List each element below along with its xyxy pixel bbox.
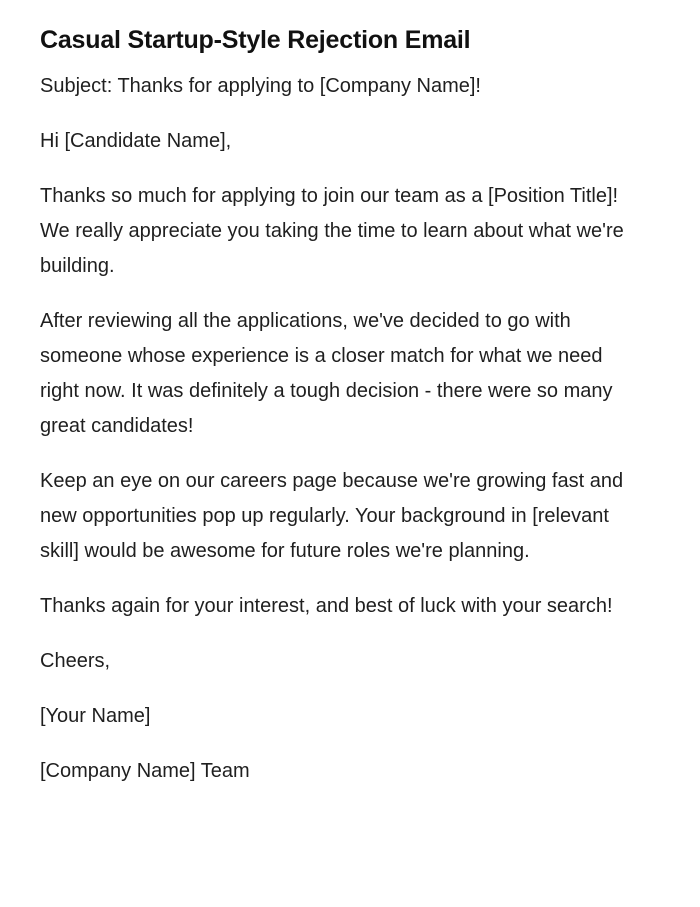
signature-name: [Your Name] (40, 705, 151, 727)
email-subject-line: Subject: Thanks for applying to [Company Name]! (40, 75, 481, 97)
signature-team: [Company Name] Team (40, 760, 250, 782)
body-paragraph-thanks: Thanks so much for applying to join our team as a [Position Title]! We really appreciate you taking the time to learn about what we're building. (40, 185, 624, 277)
document-title: Casual Startup-Style Rejection Email (40, 26, 471, 54)
body-paragraph-decision: After reviewing all the applications, we've decided to go with someone whose experience is a closer match for what we need right now. It was definitely a tough decision - there were so many great candidates! (40, 310, 613, 437)
email-greeting: Hi [Candidate Name], (40, 130, 232, 152)
email-sign-off: Cheers, (40, 650, 111, 672)
body-paragraph-future-roles: Keep an eye on our careers page because we're growing fast and new opportunities pop up regularly. Your background in [relevant skill] would be awesome for future roles we're planning. (40, 470, 624, 562)
body-paragraph-closing-thanks: Thanks again for your interest, and best of luck with your search! (40, 595, 613, 617)
email-template-document (40, 22, 640, 809)
